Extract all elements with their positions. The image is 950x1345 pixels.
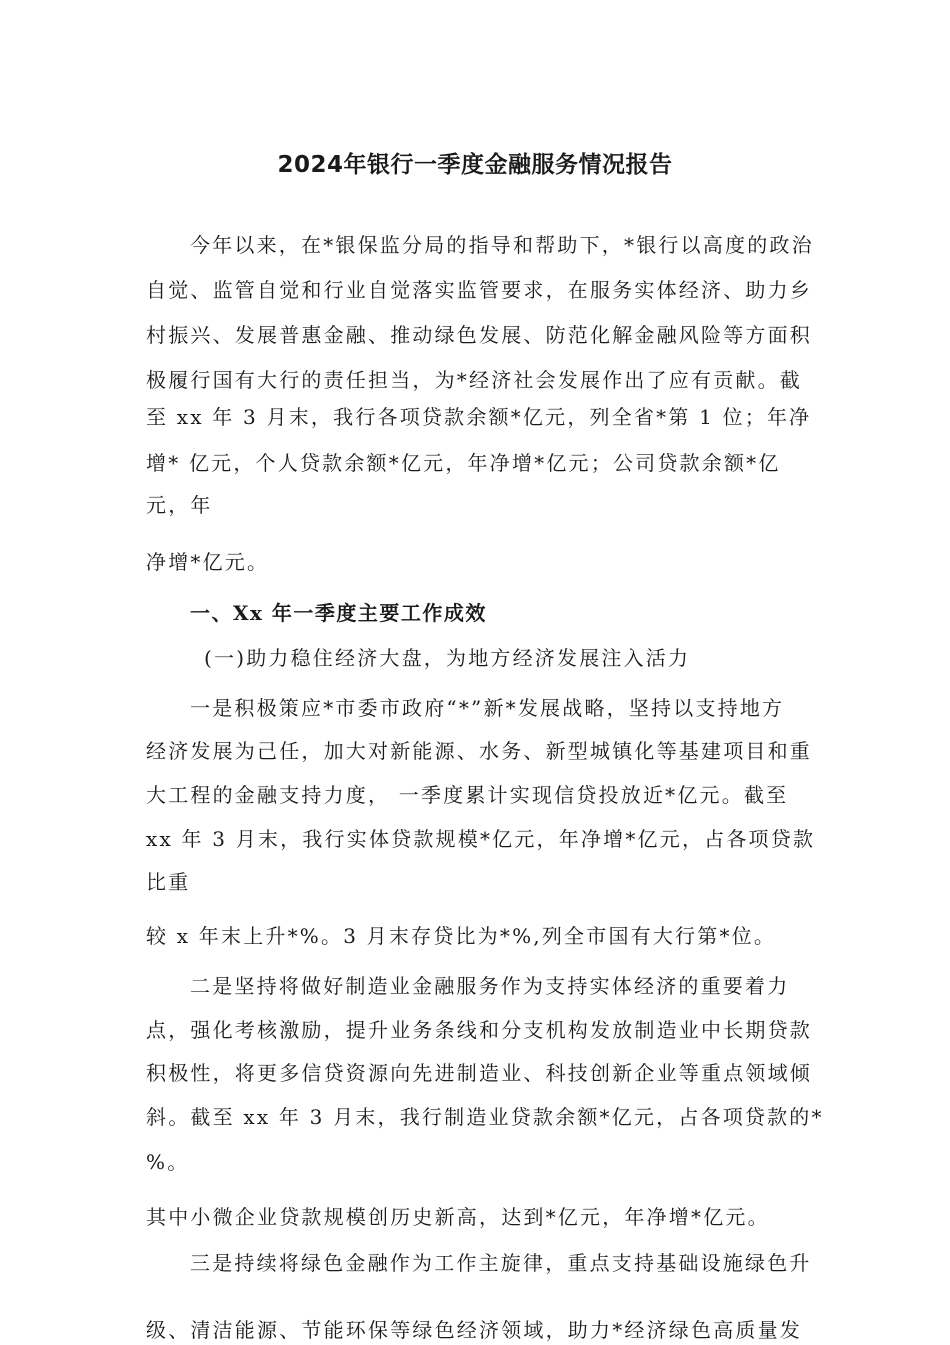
paragraph-line: 其中小微企业贷款规模创历史新高，达到*亿元，年净增*亿元。	[146, 1205, 770, 1229]
paragraph-line: 比重	[146, 870, 191, 894]
paragraph-line: 净增*亿元。	[146, 550, 270, 574]
section-heading: 一、Xx 年一季度主要工作成效	[190, 601, 487, 625]
paragraph-line: 今年以来，在*银保监分局的指导和帮助下，*银行以高度的政治	[190, 233, 814, 257]
paragraph-line: 二是坚持将做好制造业金融服务作为支持实体经济的重要着力	[190, 974, 790, 998]
paragraph-line: 经济发展为己任，加大对新能源、水务、新型城镇化等基建项目和重	[146, 739, 812, 763]
paragraph-line: 点，强化考核激励，提升业务条线和分支机构发放制造业中长期贷款	[146, 1018, 812, 1042]
paragraph-line: 较 x 年末上升*%。3 月末存贷比为*%,列全市国有大行第*位。	[146, 924, 777, 948]
paragraph-line: %。	[146, 1150, 190, 1174]
paragraph-line: 斜。截至 xx 年 3 月末，我行制造业贷款余额*亿元，占各项贷款的*	[146, 1105, 824, 1129]
paragraph-line: 大工程的金融支持力度， 一季度累计实现信贷投放近*亿元。截至	[146, 783, 789, 807]
paragraph-line: 村振兴、发展普惠金融、推动绿色发展、防范化解金融风险等方面积	[146, 323, 812, 347]
paragraph-line: 积极性，将更多信贷资源向先进制造业、科技创新企业等重点领域倾	[146, 1061, 812, 1085]
paragraph-line: 增* 亿元，个人贷款余额*亿元，年净增*亿元；公司贷款余额*亿	[146, 451, 781, 475]
subsection-heading: (一)助力稳住经济大盘，为地方经济发展注入活力	[204, 646, 691, 670]
document-title: 2024年银行一季度金融服务情况报告	[277, 152, 673, 178]
paragraph-line: 一是积极策应*市委市政府“*”新*发展战略，坚持以支持地方	[190, 696, 785, 720]
paragraph-line: 极履行国有大行的责任担当，为*经济社会发展作出了应有贡献。截	[146, 368, 802, 392]
paragraph-line: 元，年	[146, 493, 213, 517]
paragraph-line: 至 xx 年 3 月末，我行各项贷款余额*亿元，列全省*第 1 位；年净	[146, 405, 812, 429]
paragraph-line: 级、清洁能源、节能环保等绿色经济领域，助力*经济绿色高质量发	[146, 1318, 802, 1342]
paragraph-line: xx 年 3 月末，我行实体贷款规模*亿元，年净增*亿元，占各项贷款	[146, 827, 816, 851]
paragraph-line: 三是持续将绿色金融作为工作主旋律，重点支持基础设施绿色升	[190, 1251, 812, 1275]
paragraph-line: 自觉、监管自觉和行业自觉落实监管要求，在服务实体经济、助力乡	[146, 278, 812, 302]
